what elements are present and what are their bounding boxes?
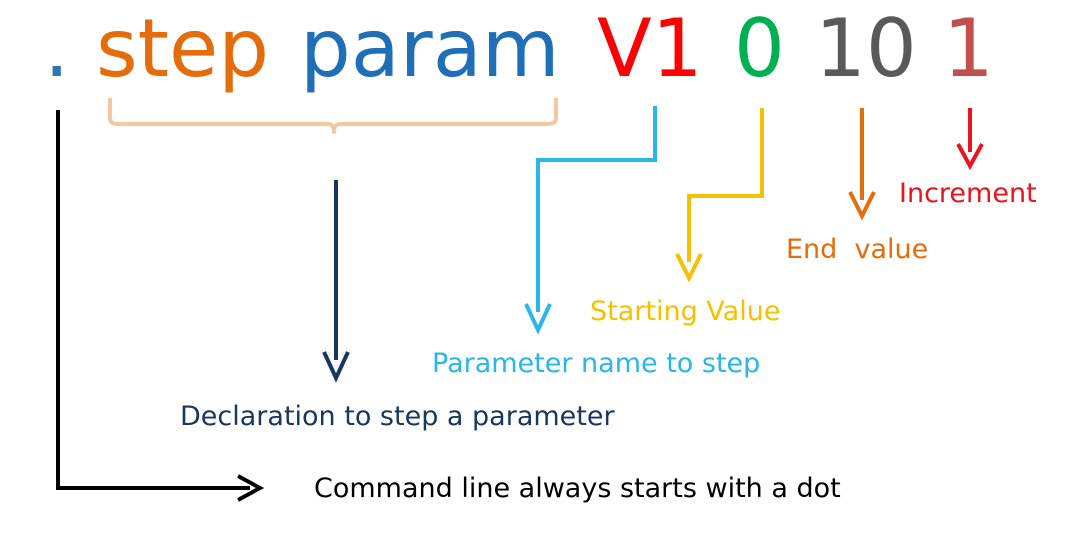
increment-arrow (958, 108, 982, 166)
start-value-token: 0 (734, 2, 785, 95)
end-value-label: End value (786, 234, 929, 265)
starting-value-label: Starting Value (590, 296, 781, 327)
dot-token: . (44, 2, 70, 95)
step-token: step (96, 2, 270, 95)
end-value-arrow (850, 108, 874, 216)
v1-token: V1 (597, 2, 703, 95)
starting-value-arrow (677, 108, 762, 278)
declaration-brace (110, 98, 556, 132)
dot-note-arrow (58, 110, 260, 500)
increment-label: Increment (899, 178, 1037, 209)
end-value-token: 10 (815, 2, 917, 95)
declaration-arrow (324, 180, 348, 378)
declaration-label: Declaration to step a parameter (180, 401, 615, 432)
increment-token: 1 (943, 2, 994, 95)
param-token: param (300, 2, 560, 95)
dot-note-label: Command line always starts with a dot (314, 473, 841, 504)
param-name-label: Parameter name to step (432, 348, 761, 379)
